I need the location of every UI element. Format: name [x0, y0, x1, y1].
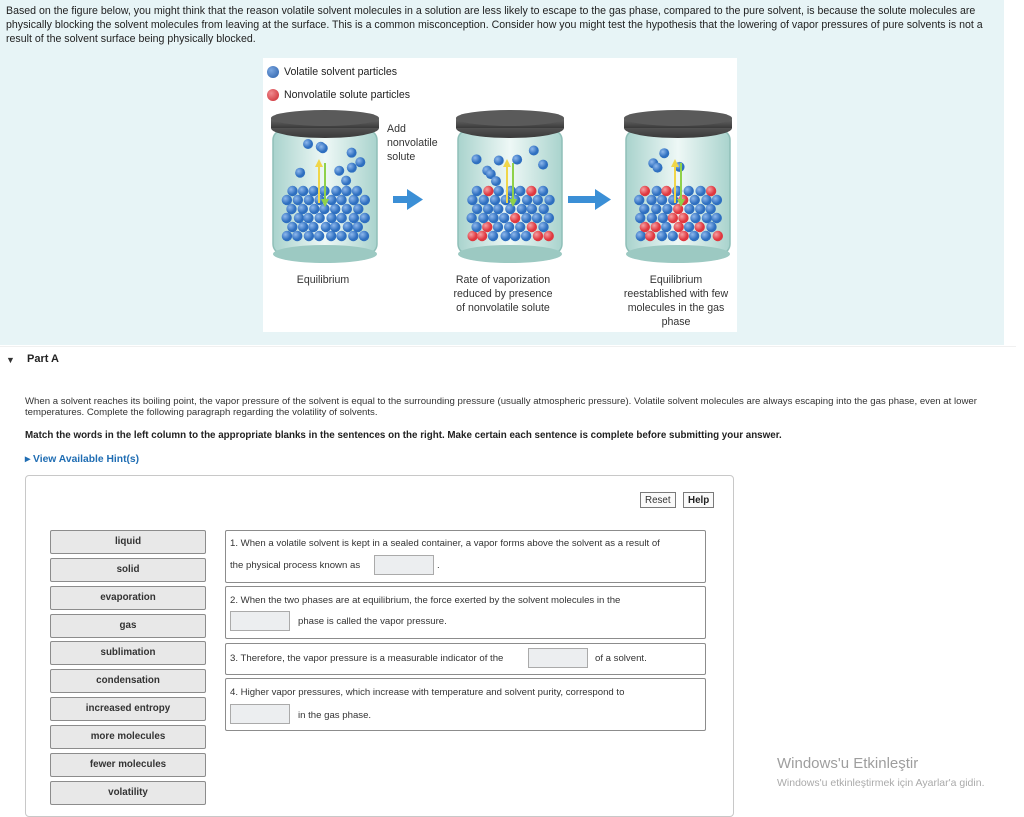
solute-particle: [510, 213, 520, 223]
solvent-particle: [298, 186, 308, 196]
word-condensation[interactable]: condensation: [50, 669, 206, 693]
solvent-particle: [298, 222, 308, 232]
solvent-particle: [359, 231, 369, 241]
solvent-particle: [522, 195, 532, 205]
beaker-lid-cap-1: [271, 110, 379, 126]
solvent-particle: [360, 213, 370, 223]
solvent-particle: [304, 231, 314, 241]
solute-particle: [678, 213, 688, 223]
solvent-particle: [293, 195, 303, 205]
solvent-particle: [314, 213, 324, 223]
solvent-particle: [652, 186, 662, 196]
word-liquid[interactable]: liquid: [50, 530, 206, 554]
caption-reestablished: Equilibrium reestablished with few molecules in the gas phase: [623, 274, 729, 328]
solvent-particle: [657, 231, 667, 241]
solvent-particle: [308, 222, 318, 232]
solvent-particle: [304, 195, 314, 205]
solvent-particle: [647, 213, 657, 223]
solvent-particle: [702, 213, 712, 223]
question-text: When a solvent reaches its boiling point, the vapor pressure of the solvent is equal to the surrounding pressure (usually atmospheric pressure). Volatile solvent molecules are always escaping into the gas phase, even at lower temperatures. Complete the following paragraph regarding the volatility of solvents.: [25, 396, 977, 418]
solute-particle: [651, 222, 661, 232]
solvent-particle: [309, 204, 319, 214]
drop-zone-4[interactable]: [230, 704, 290, 724]
solute-particle: [674, 222, 684, 232]
solvent-particle: [478, 213, 488, 223]
solvent-particle: [634, 195, 644, 205]
solvent-particle: [505, 204, 515, 214]
solvent-particle: [527, 204, 537, 214]
word-solid[interactable]: solid: [50, 558, 206, 582]
solvent-particle: [683, 186, 693, 196]
solvent-particle: [668, 231, 678, 241]
solvent-particle: [533, 195, 543, 205]
solute-particle: [527, 222, 537, 232]
solvent-particle: [282, 231, 292, 241]
gas-particle: [491, 176, 501, 186]
solvent-particle: [695, 204, 705, 214]
solvent-particle: [336, 195, 346, 205]
solvent-particle: [499, 213, 509, 223]
solvent-particle: [661, 222, 671, 232]
part-a-header[interactable]: [0, 346, 1016, 387]
solvent-particle: [635, 213, 645, 223]
gas-particle: [303, 139, 313, 149]
gas-particle: [494, 156, 504, 166]
solvent-particle: [298, 204, 308, 214]
solvent-particle: [281, 213, 291, 223]
solvent-particle: [348, 231, 358, 241]
caption-rate-reduced: Rate of vaporization reduced by presence of nonvolatile solute: [453, 274, 553, 314]
word-sublimation[interactable]: sublimation: [50, 641, 206, 665]
solvent-particle: [488, 213, 498, 223]
beaker-lid-cap-2: [456, 110, 564, 126]
solvent-particle: [504, 222, 514, 232]
gas-particle: [318, 143, 328, 153]
solvent-particle: [286, 204, 296, 214]
solvent-particle: [479, 195, 489, 205]
gas-particle: [341, 176, 351, 186]
process-arrow-icon-1: [407, 189, 423, 210]
gas-particle: [355, 157, 365, 167]
drop-zone-1[interactable]: [374, 555, 434, 575]
solvent-particle: [353, 222, 363, 232]
solute-particle: [706, 186, 716, 196]
solvent-particle: [287, 222, 297, 232]
solvent-particle: [303, 213, 313, 223]
solute-particle: [645, 231, 655, 241]
solvent-particle: [494, 186, 504, 196]
legend-solute-label: Nonvolatile solute particles: [284, 89, 411, 101]
beaker-base-2: [458, 245, 562, 263]
solvent-particle: [490, 195, 500, 205]
solvent-particle: [538, 186, 548, 196]
solvent-particle: [515, 186, 525, 196]
solvent-particle: [639, 204, 649, 214]
activation-watermark-title: Windows'u Etkinleştir: [777, 755, 919, 772]
solvent-particle: [294, 213, 304, 223]
solvent-particle: [500, 195, 510, 205]
solvent-particle: [544, 195, 554, 205]
solvent-particle: [668, 195, 678, 205]
solvent-particle: [538, 222, 548, 232]
caption-equilibrium: Equilibrium: [296, 274, 350, 286]
solute-particle: [694, 222, 704, 232]
solvent-particle: [282, 195, 292, 205]
help-button[interactable]: Help: [683, 492, 714, 508]
solvent-particle: [360, 195, 370, 205]
solute-particle: [678, 231, 688, 241]
solvent-particle: [712, 213, 722, 223]
intro-section: [0, 0, 1004, 345]
collapse-triangle-icon[interactable]: ▼: [6, 355, 15, 365]
solvent-particle: [517, 204, 527, 214]
solvent-particle: [488, 231, 498, 241]
solvent-particle: [336, 231, 346, 241]
word-volatility[interactable]: volatility: [50, 781, 206, 805]
solute-particle: [482, 222, 492, 232]
solvent-particle: [690, 195, 700, 205]
solvent-particle: [689, 231, 699, 241]
solute-particle: [661, 186, 671, 196]
solvent-particle: [326, 213, 336, 223]
sentence-4: 4. Higher vapor pressures, which increase with temperature and solvent purity, correspond to in the gas phase.: [225, 678, 706, 731]
solute-particle: [713, 231, 723, 241]
solvent-particle: [539, 204, 549, 214]
part-title: Part A: [27, 353, 59, 365]
solvent-particle: [662, 204, 672, 214]
solvent-particle: [292, 231, 302, 241]
solvent-particle: [493, 204, 503, 214]
process-arrow-shaft-2: [568, 196, 597, 203]
solute-particle: [544, 231, 554, 241]
solvent-particle: [314, 231, 324, 241]
solvent-particle: [690, 213, 700, 223]
instructions: Match the words in the left column to the appropriate blanks in the sentences on the right. Make certain each sentence is complete before submitting your answer.: [25, 430, 782, 441]
solvent-particle: [349, 195, 359, 205]
solvent-particle: [326, 231, 336, 241]
solvent-particle: [500, 231, 510, 241]
solvent-particle: [646, 195, 656, 205]
process-arrow-shaft-1: [393, 196, 409, 203]
solute-particle: [668, 213, 678, 223]
intro-text: Based on the figure below, you might think that the reason volatile solvent molecules in a solution are less likely to escape to the gas phase, compared to the pure solvent, is because the solute molecules are physically blocking the solvent molecules from leaving at the surface. This is a common misconception. Consider how you might test the hypothesis that the lowering of vapor pressures of pure solvents is not a result of the solvent surface being physically blocked.: [6, 5, 983, 45]
solvent-particle: [353, 204, 363, 214]
solute-particle: [640, 186, 650, 196]
solvent-particle: [472, 186, 482, 196]
solvent-particle: [467, 195, 477, 205]
word-more-molecules[interactable]: more molecules: [50, 725, 206, 749]
sentence-3: 3. Therefore, the vapor pressure is a measurable indicator of the of a solvent.: [225, 643, 706, 675]
solvent-particle: [349, 213, 359, 223]
word-fewer-molecules[interactable]: fewer molecules: [50, 753, 206, 777]
beaker-base-1: [273, 245, 377, 263]
solute-particle: [640, 222, 650, 232]
gas-particle: [347, 148, 357, 158]
solvent-particle: [343, 222, 353, 232]
word-gas[interactable]: gas: [50, 614, 206, 638]
gas-particle: [347, 163, 357, 173]
solvent-particle: [712, 195, 722, 205]
solvent-particle: [684, 204, 694, 214]
solvent-particle: [483, 204, 493, 214]
solvent-particle: [330, 222, 340, 232]
gas-particle: [472, 154, 482, 164]
word-evaporation[interactable]: evaporation: [50, 586, 206, 610]
drop-zone-2[interactable]: [230, 611, 290, 631]
beaker-base-3: [626, 245, 730, 263]
solvent-particle: [705, 204, 715, 214]
gas-particle: [295, 168, 305, 178]
reset-button[interactable]: Reset: [640, 492, 676, 508]
solvent-particle: [701, 231, 711, 241]
solvent-particle: [466, 213, 476, 223]
solvent-particle: [658, 213, 668, 223]
process-arrow-icon-2: [595, 189, 611, 210]
sentence-1: 1. When a volatile solvent is kept in a sealed container, a vapor forms above the solvent as a result of the physical process known as .: [225, 530, 706, 583]
gas-particle: [538, 160, 548, 170]
gas-particle: [529, 145, 539, 155]
solvent-particle: [308, 186, 318, 196]
solvent-particle: [684, 222, 694, 232]
solvent-particle: [341, 186, 351, 196]
activation-watermark-text: Windows'u etkinleştirmek için Ayarlar'a gidin.: [777, 777, 985, 789]
solvent-particle: [331, 186, 341, 196]
solvent-particle: [544, 213, 554, 223]
gas-particle: [334, 166, 344, 176]
solvent-particle: [472, 204, 482, 214]
solvent-particle: [287, 186, 297, 196]
vapor-pressure-figure: [263, 58, 737, 332]
solvent-particle: [636, 231, 646, 241]
solvent-particle: [337, 213, 347, 223]
solvent-particle: [651, 204, 661, 214]
solvent-particle: [510, 231, 520, 241]
solvent-particle: [532, 213, 542, 223]
solvent-particle: [342, 204, 352, 214]
solvent-particle: [706, 222, 716, 232]
solute-particle: [526, 186, 536, 196]
solvent-particle: [471, 222, 481, 232]
solvent-particle: [352, 186, 362, 196]
solute-particle: [533, 231, 543, 241]
solute-particle: [467, 231, 477, 241]
add-solute-label: Add nonvolatile solute: [387, 123, 438, 163]
solute-particle: [477, 231, 487, 241]
word-increased-entropy[interactable]: increased entropy: [50, 697, 206, 721]
view-hints-link[interactable]: ▸ View Available Hint(s): [25, 454, 140, 465]
beaker-lid-cap-3: [624, 110, 732, 126]
solvent-particle: [321, 222, 331, 232]
solvent-particle: [521, 213, 531, 223]
solvent-particle: [493, 222, 503, 232]
drop-zone-3[interactable]: [528, 648, 588, 668]
legend-solvent-label: Volatile solvent particles: [284, 66, 398, 78]
gas-particle: [653, 163, 663, 173]
solvent-particle: [695, 186, 705, 196]
solute-particle: [483, 186, 493, 196]
sentence-2: 2. When the two phases are at equilibrium, the force exerted by the solvent molecules in the phase is called the vapor pressure.: [225, 586, 706, 639]
solvent-particle: [701, 195, 711, 205]
solvent-particle: [521, 231, 531, 241]
gas-particle: [659, 148, 669, 158]
solvent-particle: [657, 195, 667, 205]
solvent-particle: [330, 204, 340, 214]
solvent-particle: [515, 222, 525, 232]
